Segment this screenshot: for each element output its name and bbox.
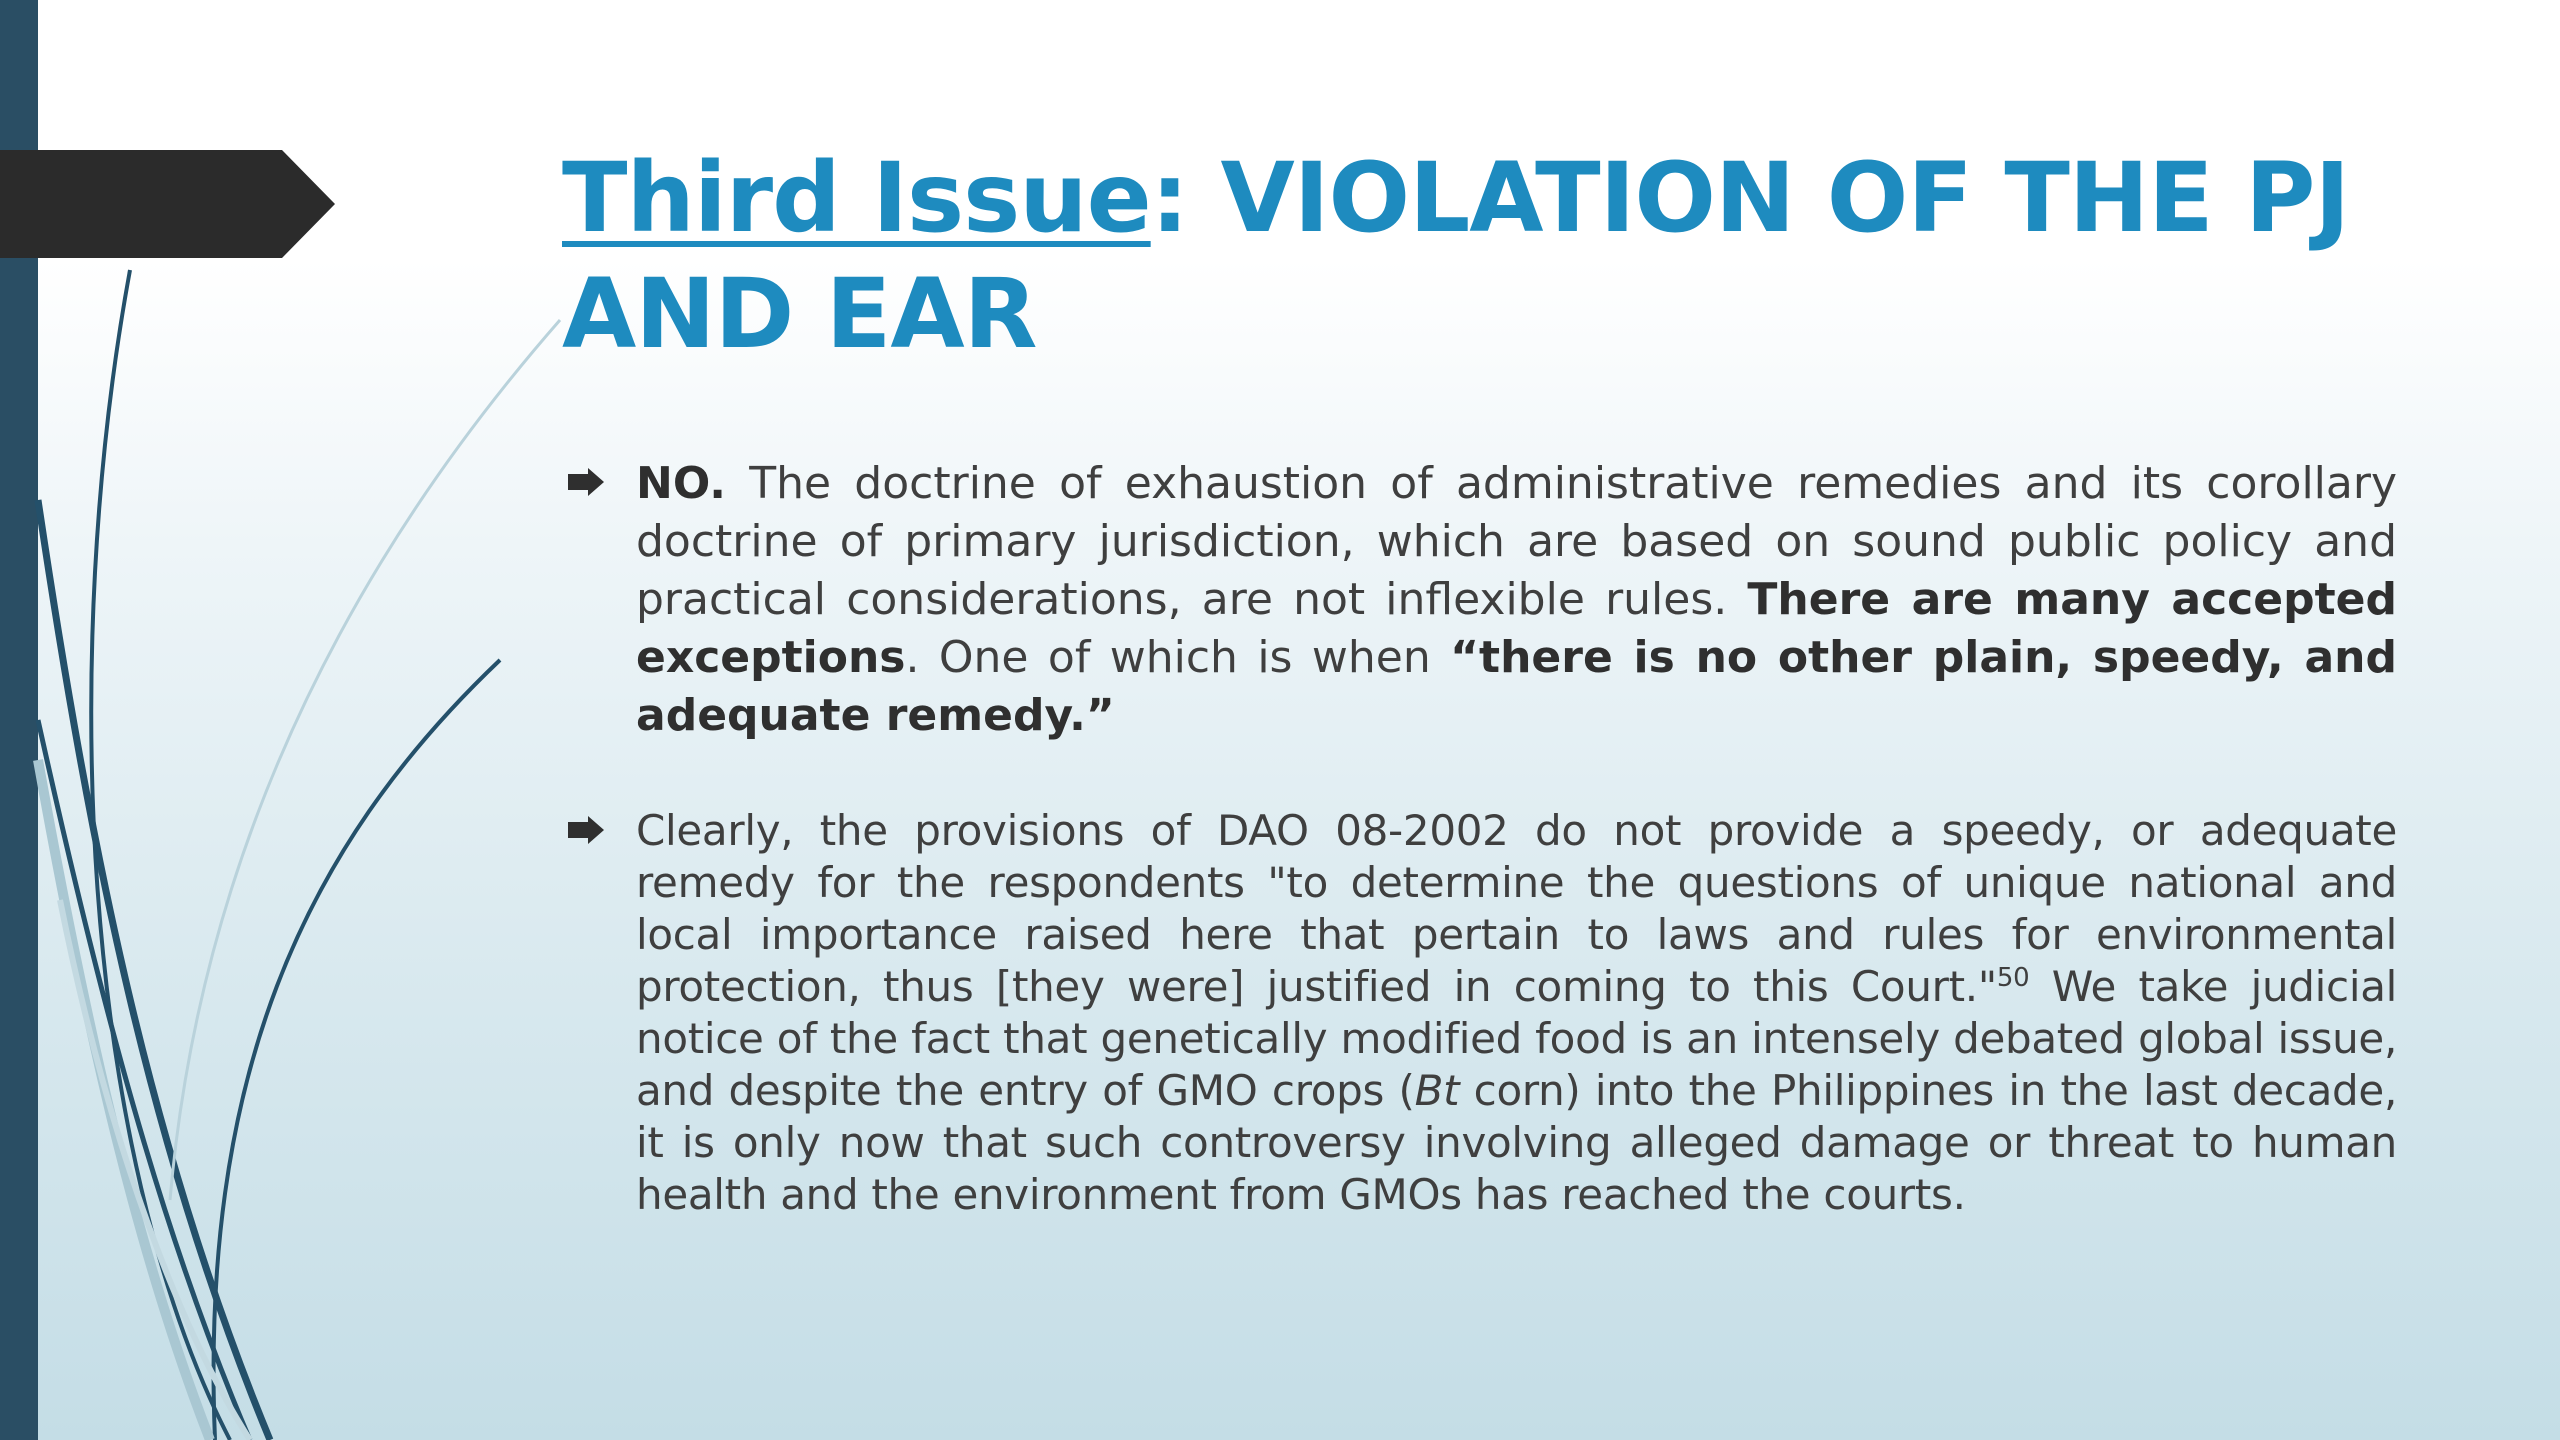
arrow-bullet-icon xyxy=(566,815,606,845)
arrow-bullet-icon xyxy=(566,467,606,497)
bullet-item xyxy=(562,455,2397,745)
bullet-text: . One of which is when xyxy=(905,632,1451,683)
footnote-ref: 50 xyxy=(1996,963,2030,993)
bullet-text: Clearly, the provisions of DAO 08-2002 do not provide a speedy, or adequate remedy for the respondents "to determine the questions of unique national and local importance raised here that pertain to laws and rules for environmental protection, thus [they were] justified in coming to this Court." xyxy=(636,806,2397,1011)
bullet-bold-text: There are many accepted exceptions xyxy=(636,574,2397,683)
bullet-bold-quote: “there is no other plain, speedy, and adequate remedy.” xyxy=(636,632,2397,741)
swoosh-line xyxy=(214,660,500,1440)
slide-title xyxy=(562,140,2442,372)
bullet-italic-text: Bt xyxy=(1414,1066,1460,1115)
swoosh-line xyxy=(170,320,560,1200)
swoosh-line xyxy=(38,720,250,1440)
title-separator: : xyxy=(1150,142,1189,254)
title-rest: VIOLATION OF THE PJ AND EAR xyxy=(562,142,2350,370)
bullet-text: The doctrine of exhaustion of administrative remedies and its corollary doctrine of primary jurisdiction, which are based on sound public policy and practical considerations, are not inflexible rules. xyxy=(636,458,2397,625)
bullet-text: corn) into the Philippines in the last decade, it is only now that such controversy involving alleged damage or threat to human health and the environment from GMOs has reached the courts. xyxy=(636,1066,2397,1219)
bullet-list xyxy=(562,455,2397,1221)
arrow-tab-shape xyxy=(0,150,340,258)
bullet-text: We take judicial notice of the fact that genetically modified food is an intensely debated global issue, and despite the entry of GMO crops ( xyxy=(636,962,2397,1115)
title-underlined-part: Third Issue xyxy=(562,142,1151,254)
bullet-lead: NO. xyxy=(636,458,726,509)
bullet-item xyxy=(562,805,2397,1221)
